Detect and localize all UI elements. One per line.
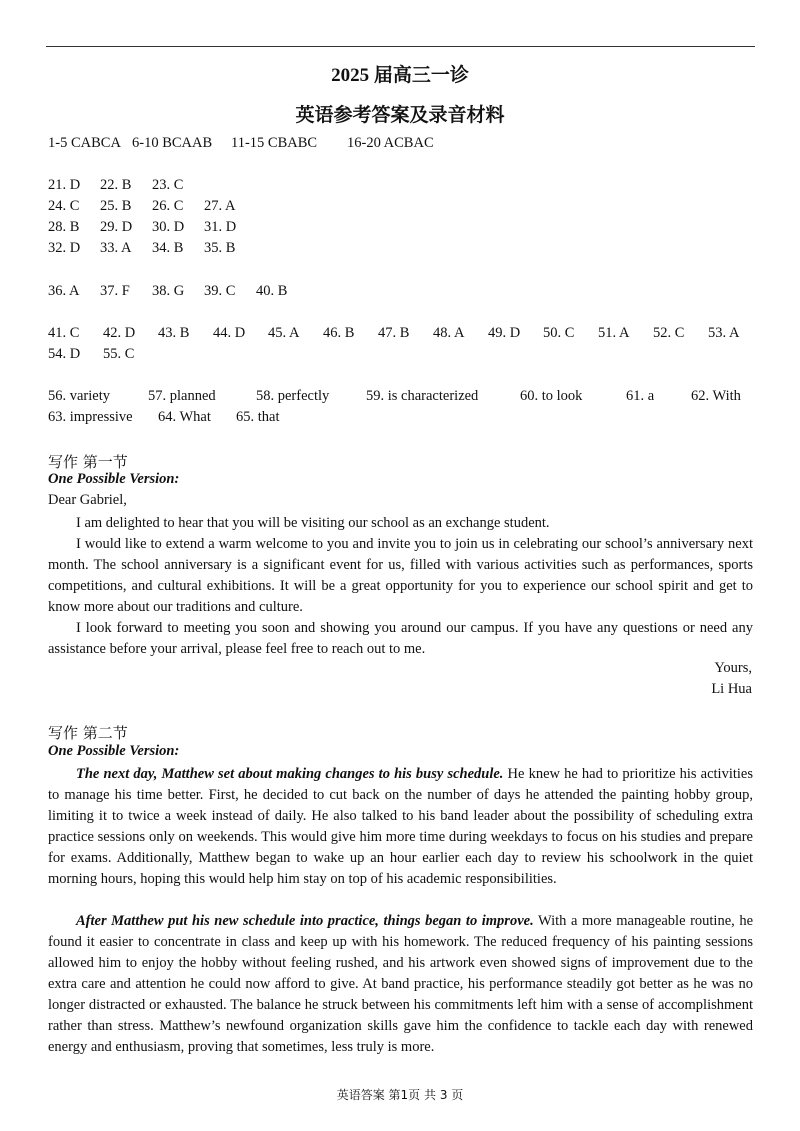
- answer-group: 16-20 ACBAC: [347, 135, 434, 151]
- answer-item: 21. D: [48, 177, 81, 193]
- story-paragraph-1-lead: The next day, Matthew set about making changes to his busy schedule.: [76, 766, 504, 782]
- writing-section-1-label: One Possible Version:: [48, 471, 180, 487]
- writing-section-1-heading: 写作 第一节: [48, 453, 128, 471]
- document-subtitle: 英语参考答案及录音材料: [295, 105, 505, 126]
- answer-item: 45. A: [268, 325, 300, 341]
- answer-item: 46. B: [323, 325, 355, 341]
- answer-item: 62. With: [691, 388, 741, 404]
- answer-item: 37. F: [100, 283, 130, 299]
- writing-section-2-heading: 写作 第二节: [48, 724, 128, 742]
- answer-item: 50. C: [543, 325, 575, 341]
- answer-item: 31. D: [204, 219, 237, 235]
- answer-item: 63. impressive: [48, 409, 133, 425]
- answer-item: 30. D: [152, 219, 185, 235]
- letter-closing: Yours,: [714, 660, 752, 676]
- letter-paragraph: I would like to extend a warm welcome to you and invite you to join us in celebrating our school’s anniversary next month. The school anniversary is a significant event for us, filled with various activities such as performances, sports competitions, and cultural exhibitions. It will be a great opportunity for you to experience our school spirit and get to know more about our traditions and culture.: [48, 536, 753, 615]
- answer-item: 27. A: [204, 198, 236, 214]
- letter-signature: Li Hua: [711, 681, 752, 697]
- document-title: 2025 届高三一诊: [331, 65, 469, 86]
- page-footer: 英语答案 第1页 共 3 页: [336, 1088, 464, 1102]
- answer-item: 23. C: [152, 177, 184, 193]
- answer-item: 44. D: [213, 325, 246, 341]
- answer-item: 49. D: [488, 325, 521, 341]
- answer-item: 59. is characterized: [366, 388, 479, 404]
- answer-item: 28. B: [48, 219, 80, 235]
- top-rule: [46, 46, 755, 47]
- answer-item: 56. variety: [48, 388, 111, 404]
- answer-item: 32. D: [48, 240, 81, 256]
- story-paragraph-2-body: With a more manageable routine, he found it easier to concentrate in class and keep up with his homework. The reduced frequency of his painting sessions allowed him to enjoy the hobby without feeling rushed, and his artwork even showed signs of improvement due to the extra care and attention he could now afford to give. At band practice, his performance steadily got better as he was no longer distracted or exhausted. The balance he struck between his commitments left him with a sense of accomplishment rather than stress. Matthew’s newfound organization skills gave him the confidence to tackle each day with renewed energy and enthusiasm, proving that sometimes, less truly is more.: [48, 913, 753, 1055]
- answer-item: 53. A: [708, 325, 740, 341]
- answer-item: 51. A: [598, 325, 630, 341]
- letter-paragraph: I am delighted to hear that you will be visiting our school as an exchange student.: [76, 515, 550, 531]
- answer-item: 35. B: [204, 240, 236, 256]
- letter-salutation: Dear Gabriel,: [48, 492, 127, 508]
- answer-item: 25. B: [100, 198, 132, 214]
- answer-item: 39. C: [204, 283, 236, 299]
- answer-item: 64. What: [158, 409, 211, 425]
- answer-item: 60. to look: [520, 388, 583, 404]
- answer-item: 41. C: [48, 325, 80, 341]
- letter-paragraph: I look forward to meeting you soon and showing you around our campus. If you have any questions or need any assistance before your arrival, please feel free to reach out to me.: [48, 620, 753, 657]
- answer-item: 47. B: [378, 325, 410, 341]
- answer-item: 38. G: [152, 283, 185, 299]
- answer-group: 6-10 BCAAB: [132, 135, 213, 151]
- answer-group: 11-15 CBABC: [231, 135, 318, 151]
- answer-item: 40. B: [256, 283, 288, 299]
- answer-item: 22. B: [100, 177, 132, 193]
- writing-section-2-label: One Possible Version:: [48, 743, 180, 759]
- story-paragraph-2-lead: After Matthew put his new schedule into practice, things began to improve.: [76, 913, 534, 929]
- answer-item: 29. D: [100, 219, 133, 235]
- story-paragraph-2: [48, 911, 753, 1058]
- answer-item: 48. A: [433, 325, 465, 341]
- answer-item: 52. C: [653, 325, 685, 341]
- answer-item: 26. C: [152, 198, 184, 214]
- answer-item: 55. C: [103, 346, 135, 362]
- answer-item: 57. planned: [148, 388, 216, 404]
- answer-item: 54. D: [48, 346, 81, 362]
- answer-item: 42. D: [103, 325, 136, 341]
- story-paragraph-1: [48, 764, 753, 890]
- answer-item: 61. a: [626, 388, 655, 404]
- answer-item: 34. B: [152, 240, 184, 256]
- answer-item: 58. perfectly: [256, 388, 330, 404]
- answer-group: 1-5 CABCA: [48, 135, 121, 151]
- answer-item: 65. that: [236, 409, 280, 425]
- answer-item: 43. B: [158, 325, 190, 341]
- story-paragraph-1-body: He knew he had to prioritize his activities to manage his time better. First, he decided to cut back on the number of days he attended the painting hobby group, limiting it to twice a week instead of daily. He also talked to his band leader about the possibility of scheduling extra practice sessions only on weekends. This would give him more time during weekdays to focus on his studies and prepare for exams. Additionally, Matthew began to wake up an hour earlier each day to review his schoolwork in the quiet morning hours, hoping this would help him stay on top of his academic responsibilities.: [48, 766, 754, 887]
- answer-item: 36. A: [48, 283, 80, 299]
- answer-item: 33. A: [100, 240, 132, 256]
- answer-item: 24. C: [48, 198, 80, 214]
